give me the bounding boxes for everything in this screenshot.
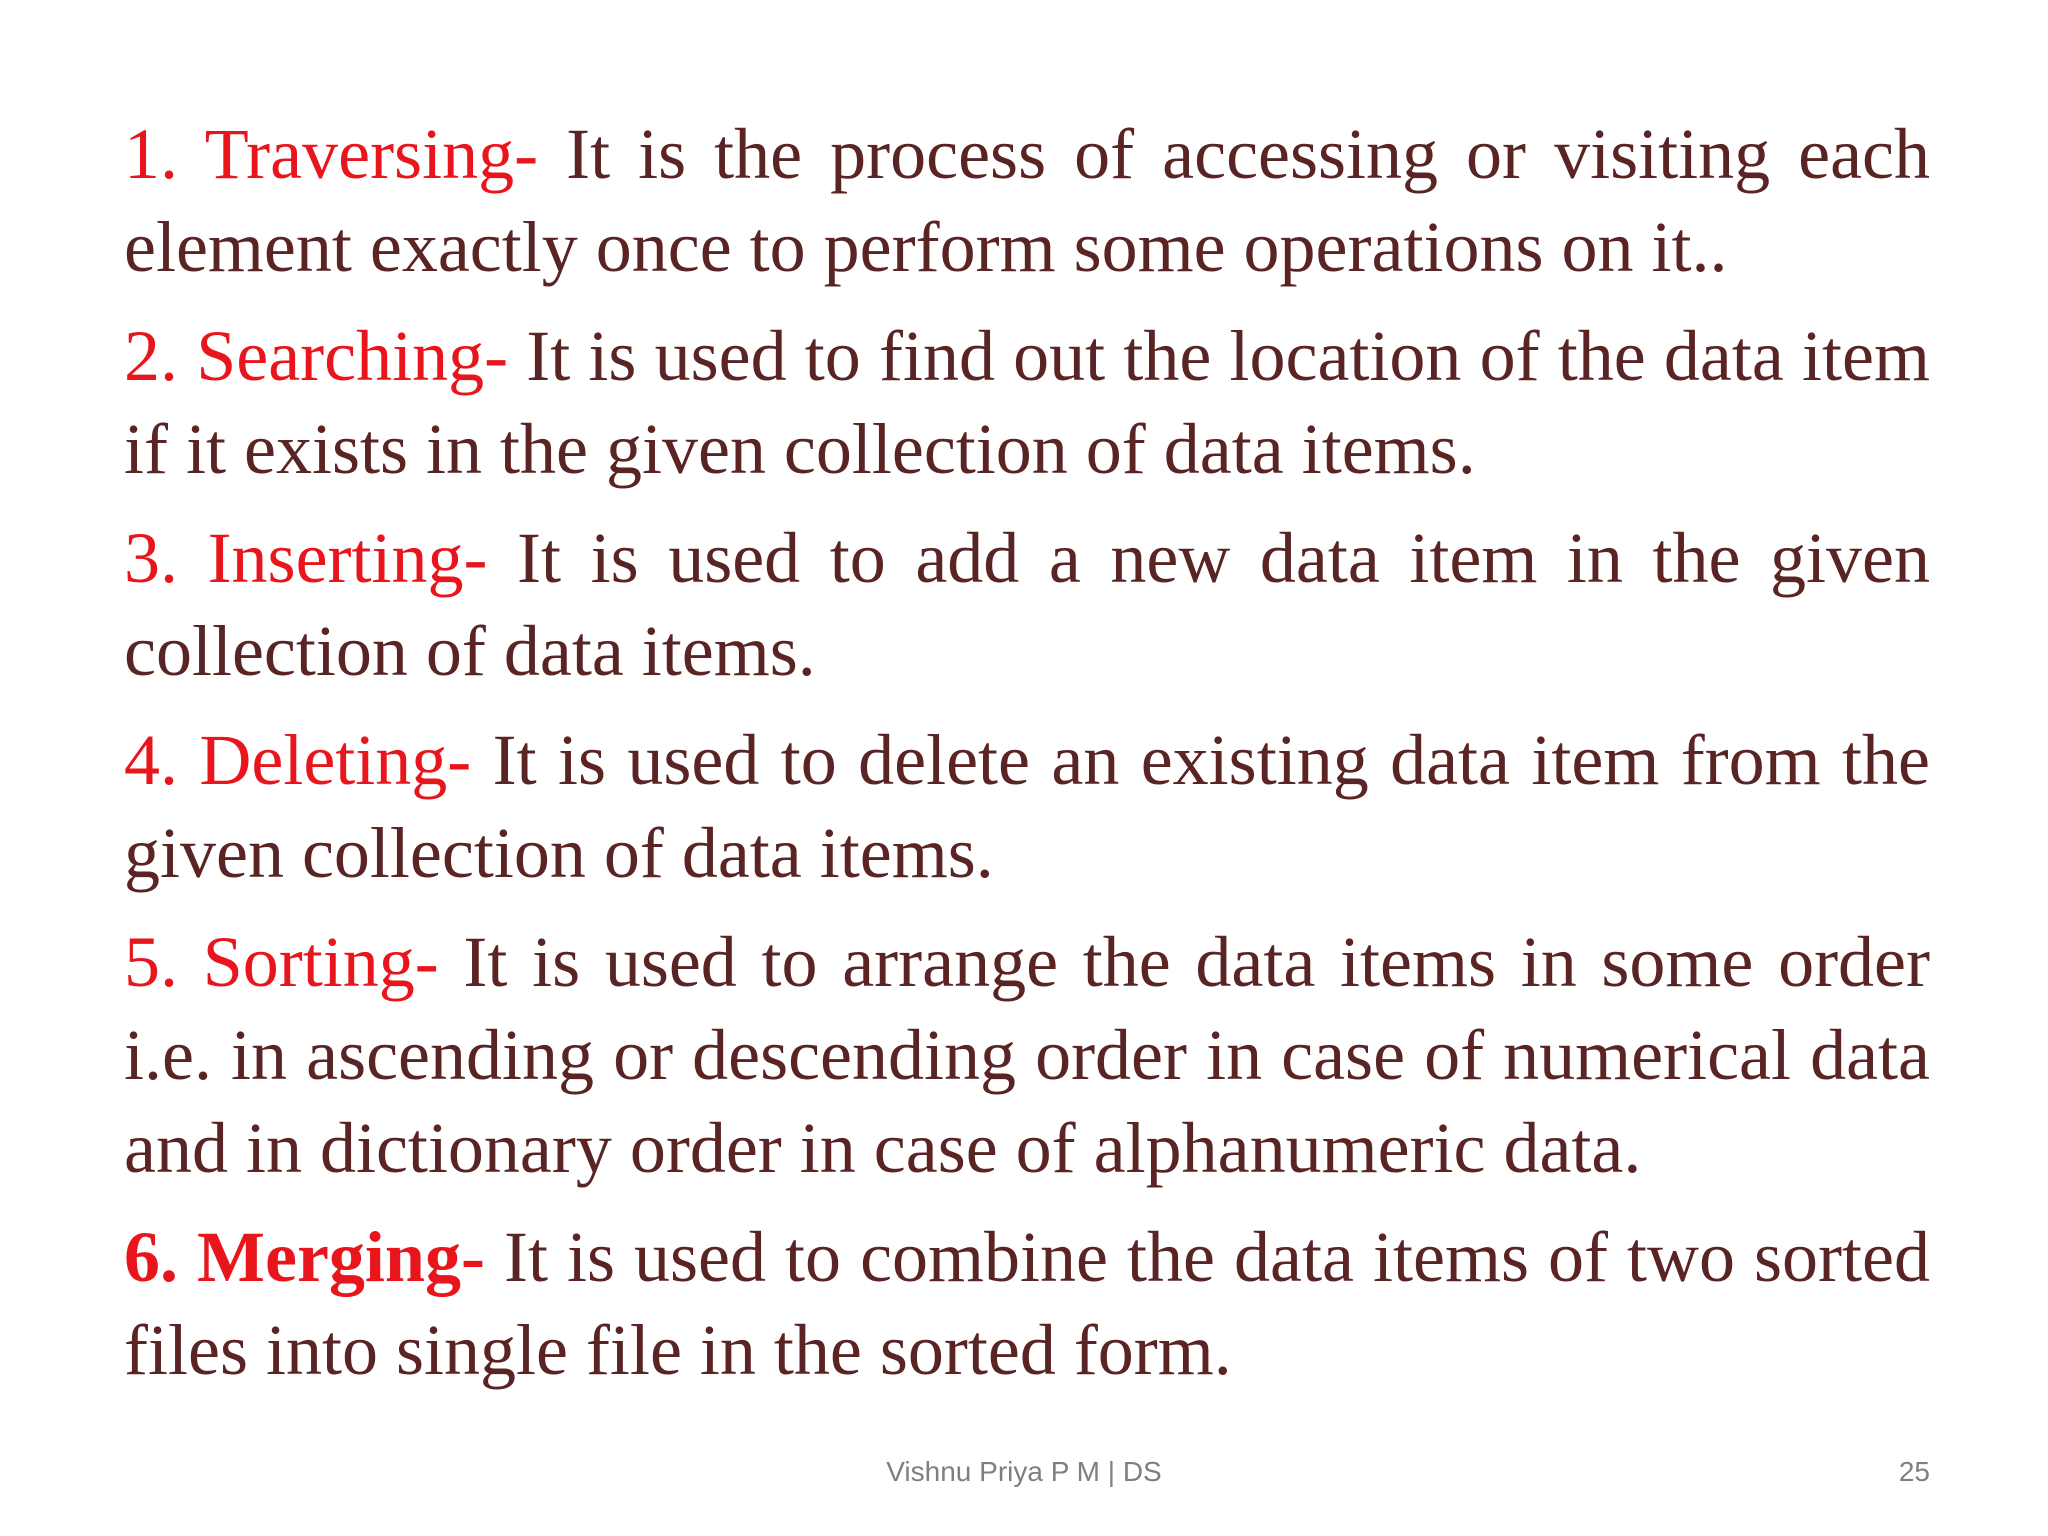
term-label: 5. Sorting- — [124, 922, 439, 1002]
term-label: 4. Deleting- — [124, 720, 472, 800]
term-label: 6. Merging- — [124, 1217, 485, 1297]
list-item-deleting — [124, 714, 1930, 900]
list-item-traversing — [124, 108, 1930, 294]
term-description: It is used to add a new data item in the given collection of data items. — [124, 518, 1930, 691]
list-item-inserting — [124, 512, 1930, 698]
term-description: It is used to delete an existing data item from the given collection of data items. — [124, 720, 1930, 893]
term-description: It is used to find out the location of the data item if it exists in the given collection of data items. — [124, 316, 1930, 489]
footer-author: Vishnu Priya P M | DS — [886, 1456, 1162, 1487]
term-label: 1. Traversing- — [124, 114, 539, 194]
page-number: 25 — [1898, 1456, 1930, 1487]
list-item-sorting — [124, 916, 1930, 1195]
list-item-searching — [124, 310, 1930, 496]
term-description: It is used to combine the data items of two sorted files into single file in the sorted form. — [124, 1217, 1930, 1390]
term-label: 3. Inserting- — [124, 518, 488, 598]
term-description: It is the process of accessing or visiting each element exactly once to perform some operations on it.. — [124, 114, 1931, 287]
list-item-merging — [124, 1211, 1930, 1397]
term-label: 2. Searching- — [124, 316, 509, 396]
term-description: It is used to arrange the data items in some order i.e. in ascending or descending order in case of numerical data and in dictionary order in case of alphanumeric data. — [124, 922, 1930, 1188]
operations-list — [124, 108, 1930, 1413]
